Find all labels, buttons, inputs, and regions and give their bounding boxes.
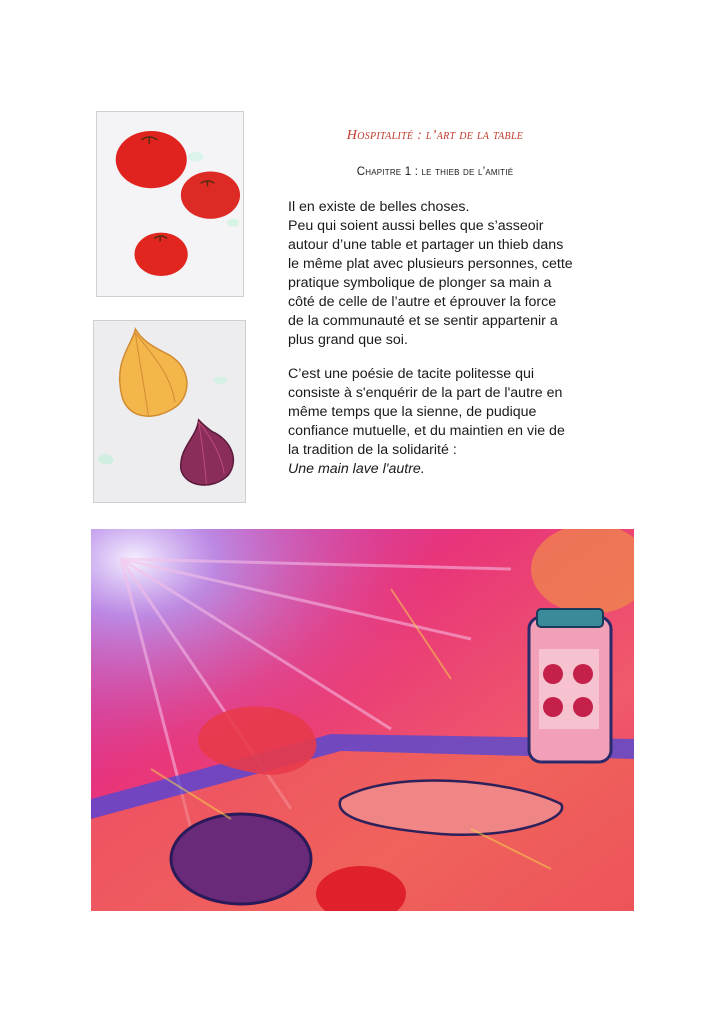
text-line: confiance mutuelle, et du maintien en vie de (288, 423, 565, 439)
text-line: Il en existe de belles choses. (288, 199, 470, 215)
text-line: Peu qui soient aussi belles que s’asseoir (288, 218, 544, 234)
painted-onion (171, 814, 311, 904)
text-line: plus grand que soi. (288, 332, 408, 348)
onions-drawing (93, 320, 246, 503)
text-line: même temps que la sienne, de pudique (288, 404, 537, 420)
text-line: le même plat avec plusieurs personnes, cette (288, 256, 573, 272)
text-line: pratique symbolique de plonger sa main a (288, 275, 552, 291)
tomatoes-drawing (96, 111, 244, 297)
text-line: la tradition de la solidarité : (288, 442, 457, 458)
tomato-2 (181, 171, 240, 218)
text-line: côté de celle de l’autre et éprouver la force (288, 294, 557, 310)
proverb-quote: Une main lave l'autre. (288, 461, 425, 477)
tomato-3 (134, 233, 187, 276)
paragraph-2 (288, 365, 588, 479)
text-line: autour d’une table et partager un thieb dans (288, 237, 564, 253)
table-painting (91, 529, 634, 911)
text-line: C’est une poésie de tacite politesse qui (288, 366, 535, 382)
paragraph-1 (288, 198, 588, 350)
text-line: de la communauté et se sentir appartenir a (288, 313, 558, 329)
text-line: consiste à s'enquérir de la part de l'autre en (288, 385, 563, 401)
tomato-1 (116, 131, 187, 188)
page-title: Hospitalité : l’art de la table (346, 128, 524, 143)
chapter-title: Chapitre 1 : le thieb de l’amitié (356, 166, 514, 178)
